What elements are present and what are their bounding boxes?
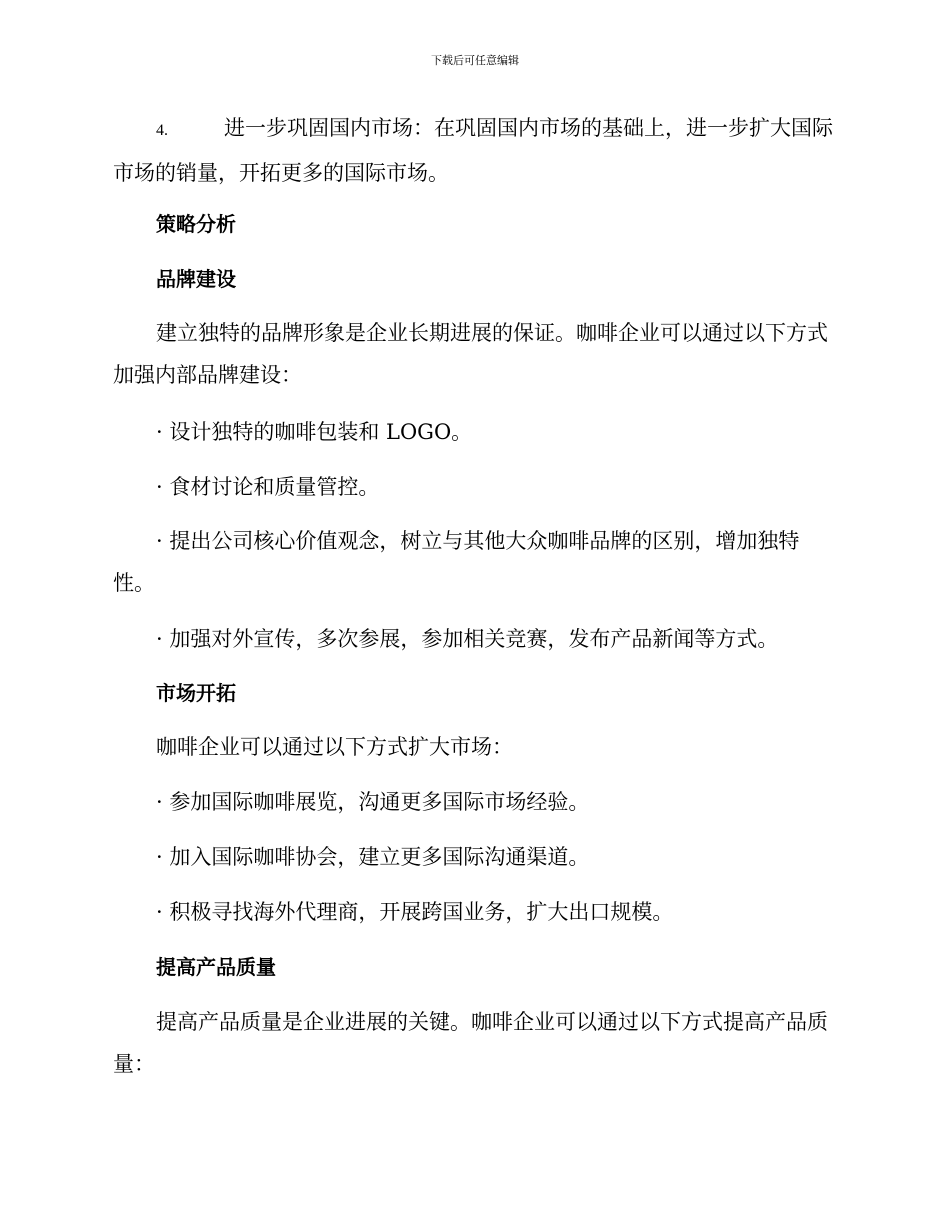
section-heading-quality: 提高产品质量	[156, 955, 276, 979]
bullet-item: · 积极寻找海外代理商，开展跨国业务，扩大出口规模。	[156, 900, 674, 924]
section-heading-market: 市场开拓	[156, 681, 236, 705]
paragraph-quality-intro: 提高产品质量是企业进展的关键。咖啡企业可以通过以下方式提高产品质量：	[113, 1010, 828, 1076]
paragraph-brand-intro: 建立独特的品牌形象是企业长期进展的保证。咖啡企业可以通过以下方式加强内部品牌建设：	[113, 321, 828, 387]
section-heading-strategy: 策略分析	[156, 212, 236, 236]
list-item-4	[113, 107, 837, 194]
bullet-item: · 加入国际咖啡协会，建立更多国际沟通渠道。	[156, 845, 590, 869]
paragraph-market-intro: 咖啡企业可以通过以下方式扩大市场：	[156, 735, 513, 759]
section-heading-brand: 品牌建设	[156, 267, 236, 291]
bullet-item: · 提出公司核心价值观念，树立与其他大众咖啡品牌的区别，增加独特性。	[113, 529, 800, 595]
bullet-item: · 食材讨论和质量管控。	[156, 475, 380, 499]
page-header: 下载后可任意编辑	[431, 54, 519, 67]
bullet-item: · 设计独特的咖啡包装和 LOGO。	[156, 420, 473, 444]
bullet-item: · 参加国际咖啡展览，沟通更多国际市场经验。	[156, 790, 590, 814]
list-item-number: 4.	[156, 122, 168, 139]
list-item-text: 进一步巩固国内市场：在巩固国内市场的基础上，进一步扩大国际市场的销量，开拓更多的国际市场。	[113, 116, 833, 185]
bullet-item: · 加强对外宣传，多次参展，参加相关竞赛，发布产品新闻等方式。	[156, 627, 779, 651]
